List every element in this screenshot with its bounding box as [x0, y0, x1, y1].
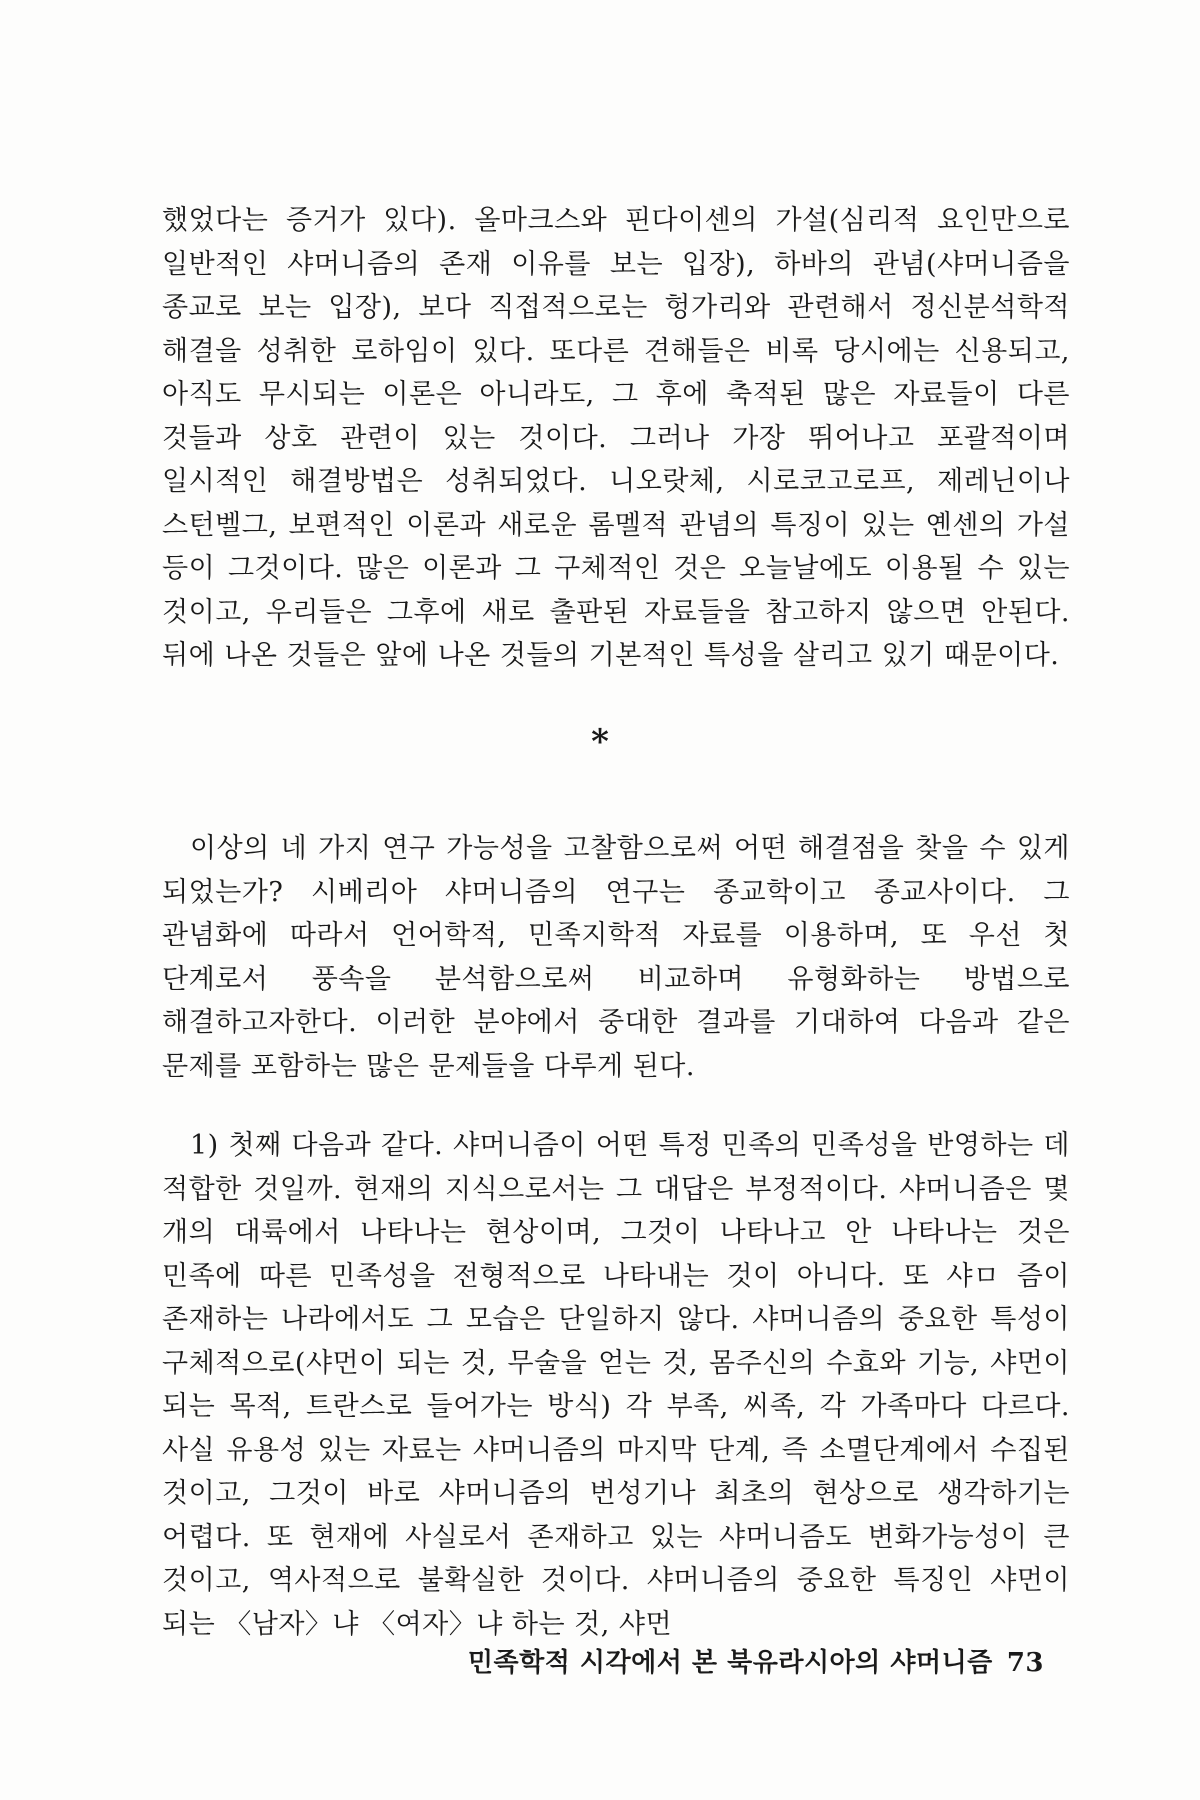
- section-separator-asterisk: *: [591, 722, 609, 762]
- page-number: 73: [1006, 1648, 1044, 1678]
- paragraph-point-1: 1) 첫째 다음과 같다. 샤머니즘이 어떤 특정 민족의 민족성을 반영하는 데 적합한 것일까. 현재의 지식으로서는 그 대답은 부정적이다. 샤머니즘은 몇 개의 대륙에서 나타나는 현상이며, 그것이 나타나고 안 나타나는 것은 민족에 따른 민족성을 전형적으로 나타내는 것이 아니다. 또 샤ㅁ 즘이 존재하는 나라에서도 그 모습은 단일하지 않다. 샤머니즘의 중요한 특성이 구체적으로(샤먼이 되는 것, 무술을 얻는 것, 몸주신의 수효와 기능, 샤먼이 되는 목적, 트란스로 들어가는 방식) 각 부족, 씨족, 각 가족마다 다르다. 사실 유용성 있는 자료는 샤머니즘의 마지막 단계, 즉 소멸단계에서 수집된 것이고, 그것이 바로 샤머니즘의 번성기나 최초의 현상으로 생각하기는 어렵다. 또 현재에 사실로서 존재하고 있는 샤머니즘도 변화가능성이 큰 것이고, 역사적으로 불확실한 것이다. 샤머니즘의 중요한 특징인 샤먼이 되는 〈남자〉냐 〈여자〉냐 하는 것, 샤먼: [162, 1130, 1070, 1640]
- running-title: 민족학적 시각에서 본 북유라시아의 샤머니즘: [467, 1648, 993, 1678]
- page-footer: [468, 1646, 1044, 1680]
- paragraph-continuation: 했었다는 증거가 있다). 올마크스와 핀다이센의 가설(심리적 요인만으로 일반적인 샤머니즘의 존재 이유를 보는 입장), 하바의 관념(샤머니즘을 종교로 보는 입장), 보다 직접적으로는 헝가리와 관련해서 정신분석학적 해결을 성취한 로하임이 있다. 또다른 견해들은 비록 당시에는 신용되고, 아직도 무시되는 이론은 아니라도, 그 후에 축적된 많은 자료들이 다른 것들과 상호 관련이 있는 것이다. 그러나 가장 뛰어나고 포괄적이며 일시적인 해결방법은 성취되었다. 니오랏체, 시로코고로프, 제레닌이나 스턴벨그, 보편적인 이론과 새로운 롬멜적 관념의 특징이 있는 옌센의 가설 등이 그것이다. 많은 이론과 그 구체적인 것은 오늘날에도 이용될 수 있는 것이고, 우리들은 그후에 새로 출판된 자료들을 참고하지 않으면 안된다. 뒤에 나온 것들은 앞에 나온 것들의 기본적인 특성을 살리고 있기 때문이다.: [162, 205, 1070, 671]
- paragraph-intro: 이상의 네 가지 연구 가능성을 고찰함으로써 어떤 해결점을 찾을 수 있게 되었는가? 시베리아 샤머니즘의 연구는 종교학이고 종교사이다. 그 관념화에 따라서 언어학적, 민족지학적 자료를 이용하며, 또 우선 첫 단계로서 풍속을 분석함으로써 비교하며 유형화하는 방법으로 해결하고자한다. 이러한 분야에서 중대한 결과를 기대하여 다음과 같은 문제를 포함하는 많은 문제들을 다루게 된다.: [162, 833, 1070, 1082]
